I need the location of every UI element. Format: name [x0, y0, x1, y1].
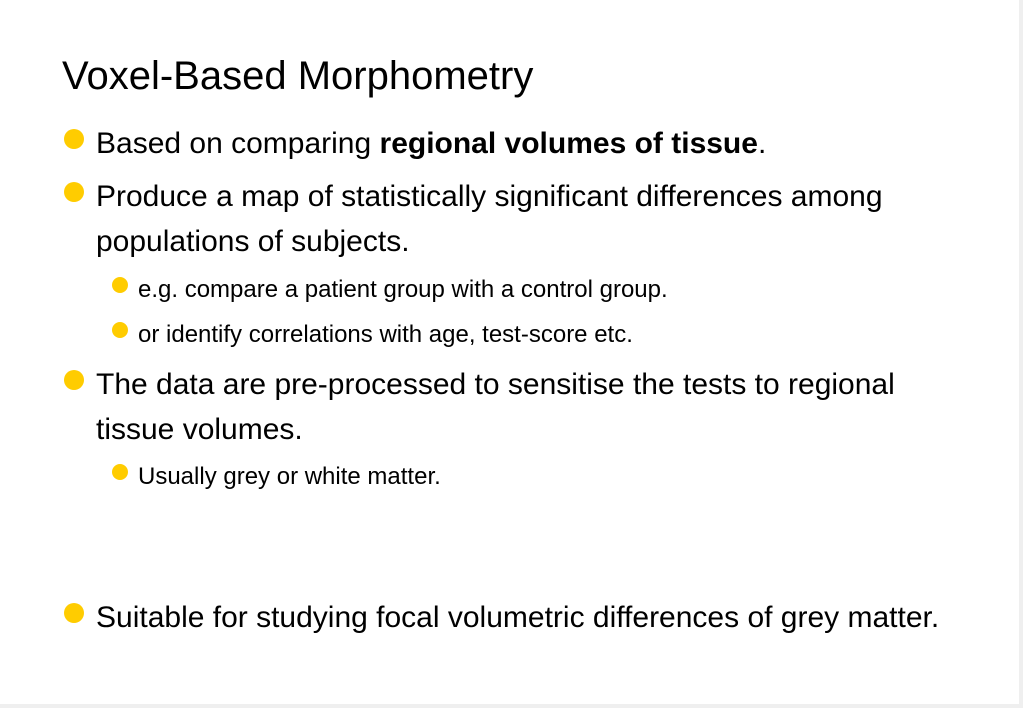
- bullet-item: [96, 595, 956, 640]
- bullet-text: Usually grey or white matter.: [138, 463, 441, 490]
- bullet-text: The data are pre-processed to sensitise the tests to regional tissue volumes.: [96, 368, 895, 446]
- bullet-text: or identify correlations with age, test-score etc.: [138, 321, 633, 348]
- slide-edge-bottom: [0, 704, 1023, 708]
- bullet-dot-icon: [112, 277, 128, 293]
- sub-bullet-item: [138, 273, 958, 307]
- bullet-dot-icon: [64, 182, 84, 202]
- bullet-item: [96, 174, 956, 264]
- slide-edge-right: [1019, 0, 1023, 708]
- bullet-text-end: .: [757, 127, 767, 160]
- sub-bullet-item: [138, 460, 958, 494]
- sub-bullet-item: [138, 318, 958, 352]
- bullet-text: e.g. compare a patient group with a control group.: [138, 276, 668, 303]
- bullet-dot-icon: [64, 370, 84, 390]
- bullet-text: Suitable for studying focal volumetric differences of grey matter.: [96, 601, 940, 634]
- bullet-item: [96, 362, 956, 452]
- bullet-text: Produce a map of statistically significant differences among populations of subjects.: [96, 180, 883, 258]
- bullet-dot-icon: [112, 464, 128, 480]
- bullet-dot-icon: [112, 322, 128, 338]
- bullet-bold-text: regional volumes of tissue: [379, 127, 758, 160]
- bullet-dot-icon: [64, 603, 84, 623]
- bullet-text: Based on comparing: [96, 127, 380, 160]
- bullet-dot-icon: [64, 129, 84, 149]
- bullet-item: [96, 121, 956, 166]
- slide-title: Voxel-Based Morphometry: [62, 54, 534, 98]
